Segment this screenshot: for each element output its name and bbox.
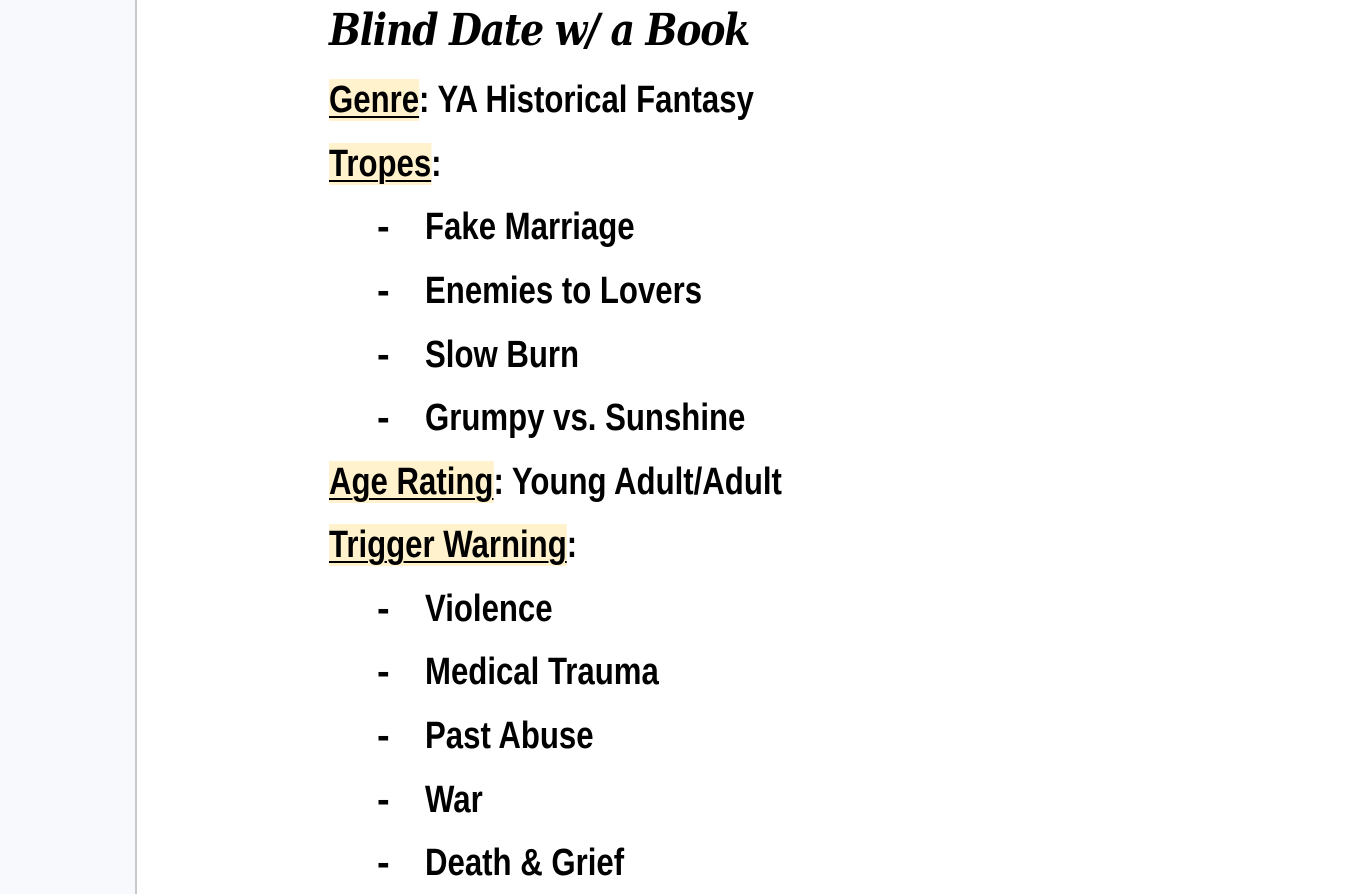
list-item-text: War	[425, 779, 483, 821]
list-item-text: Grumpy vs. Sunshine	[425, 397, 746, 439]
genre-separator: :	[419, 79, 430, 121]
age-rating-line	[329, 454, 782, 510]
left-page-margin	[0, 0, 137, 894]
age-rating-separator: :	[493, 461, 504, 503]
list-item-text: Past Abuse	[425, 715, 594, 757]
list-item-text: Fake Marriage	[425, 206, 635, 248]
document-title: Blind Date w/ a Book	[329, 5, 750, 56]
tropes-label: Tropes	[329, 143, 432, 185]
list-bullet: -	[377, 651, 390, 693]
list-bullet: -	[377, 588, 390, 630]
list-bullet: -	[377, 270, 390, 312]
list-bullet: -	[377, 842, 390, 884]
list-item-text: Violence	[425, 588, 553, 630]
tropes-separator: :	[431, 143, 442, 185]
trigger-warning-separator: :	[566, 524, 578, 566]
trigger-warning-label: Trigger Warning	[329, 524, 567, 566]
document-page[interactable]	[137, 0, 1367, 894]
age-rating-label: Age Rating	[329, 461, 494, 503]
list-item-text: Enemies to Lovers	[425, 270, 703, 312]
list-item-text: Death & Grief	[425, 842, 625, 884]
list-bullet: -	[377, 206, 390, 248]
trigger-warning-line	[329, 517, 577, 573]
genre-label: Genre	[329, 79, 420, 121]
list-item-text: Medical Trauma	[425, 651, 659, 693]
age-rating-value: Young Adult/Adult	[503, 461, 782, 503]
genre-value: YA Historical Fantasy	[429, 79, 754, 121]
genre-line	[329, 72, 754, 128]
list-item-text: Slow Burn	[425, 334, 580, 376]
list-bullet: -	[377, 334, 390, 376]
list-bullet: -	[377, 715, 390, 757]
list-bullet: -	[377, 397, 390, 439]
tropes-line	[329, 136, 442, 192]
list-bullet: -	[377, 779, 390, 821]
